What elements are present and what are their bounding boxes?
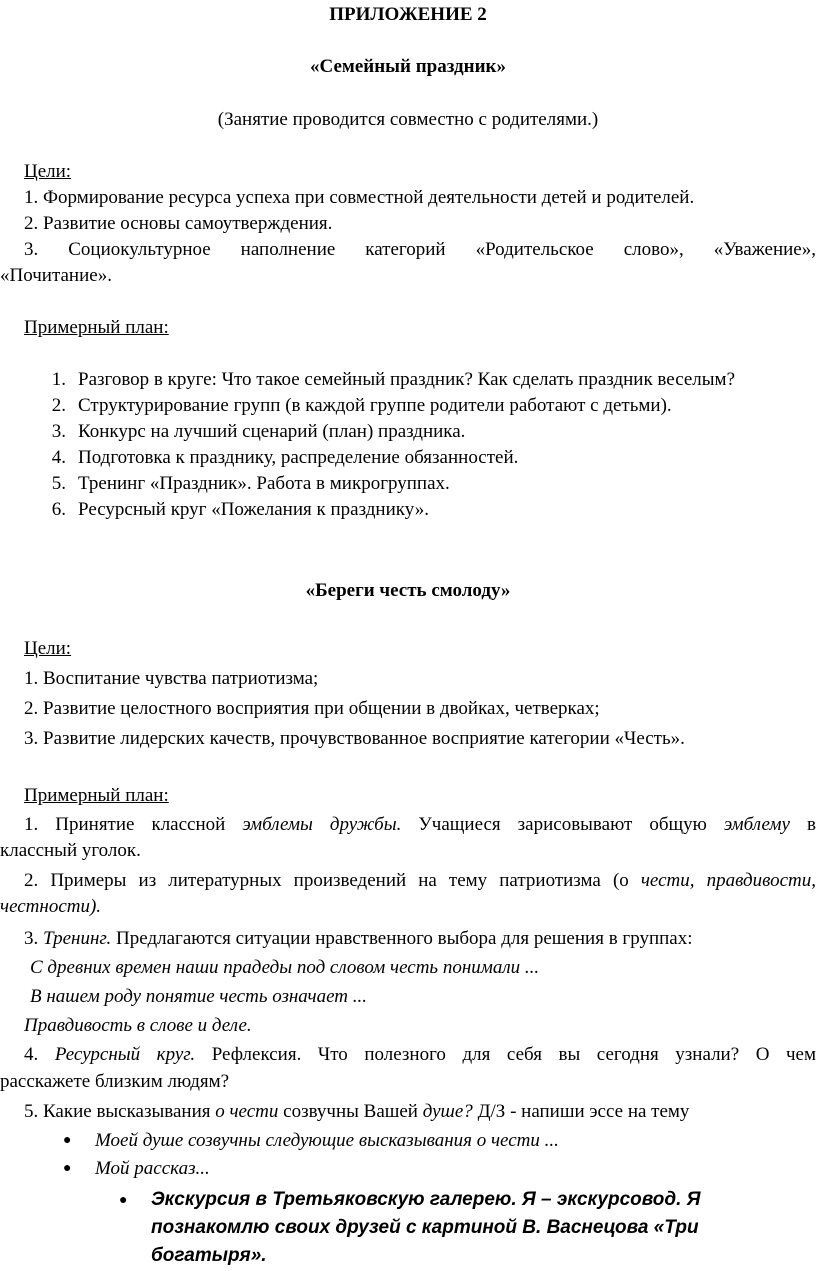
training-situation: Правдивость в слове и деле. xyxy=(24,1015,252,1036)
plan-item-number: 3. xyxy=(51,421,66,442)
training-situation: С древних времен наши прадеды под словом честь понимали ... xyxy=(30,957,540,978)
plan-item-2-continued: честности). xyxy=(0,896,102,917)
plan-text-italic: о чести xyxy=(215,1101,279,1122)
plan-item-number: 5. xyxy=(51,473,66,494)
plan-text: Рефлексия. Что полезного для себя вы сегодня узнали? О чем xyxy=(195,1044,816,1065)
plan-item-5 xyxy=(24,1099,689,1125)
plan-text-italic: эмблему xyxy=(723,814,790,835)
bullet-icon: ● xyxy=(119,1193,128,1208)
section1-goal: 2. Развитие основы самоутверждения. xyxy=(24,213,333,234)
plan-item-number: 6. xyxy=(51,499,66,520)
section1-plan-item xyxy=(28,471,450,497)
section1-plan-heading: Примерный план: xyxy=(24,317,169,338)
plan-item-text: Подготовка к празднику, распределение обязанностей. xyxy=(78,447,519,468)
section2-title: «Береги честь смолоду» xyxy=(305,580,511,601)
section1-plan-item xyxy=(28,393,672,419)
plan-item-text: Структурирование групп (в каждой группе родители работают с детьми). xyxy=(78,395,672,416)
plan-text-italic: душе? xyxy=(422,1101,473,1122)
plan-item-text: Тренинг «Праздник». Работа в микрогруппах. xyxy=(78,473,450,494)
excursion-line: Экскурсия в Третьяковскую галерею. Я – экскурсовод. Я xyxy=(151,1189,701,1210)
plan-item-1-continued: классный уголок. xyxy=(0,840,141,861)
section1-goal: «Почитание». xyxy=(0,265,112,286)
plan-item-2 xyxy=(24,868,816,894)
plan-item-number: 1. xyxy=(51,369,66,390)
section1-goals-heading: Цели: xyxy=(24,161,72,182)
section2-plan-heading: Примерный план: xyxy=(24,785,169,806)
plan-text-italic: Тренинг. xyxy=(43,928,112,949)
section1-goal: 3. Социокультурное наполнение категорий «Родительское слово», «Уважение», xyxy=(24,239,816,260)
section1-title: «Семейный праздник» xyxy=(310,56,506,77)
plan-item-text: Конкурс на лучший сценарий (план) праздника. xyxy=(78,421,466,442)
plan-item-number: 2. xyxy=(51,395,66,416)
plan-item-1 xyxy=(24,812,816,838)
section1-plan-item xyxy=(28,497,429,523)
plan-text-italic: чести, правдивости, xyxy=(640,870,816,891)
plan-text: 3. xyxy=(24,928,43,949)
appendix-title: ПРИЛОЖЕНИЕ 2 xyxy=(329,4,487,25)
plan-text: в xyxy=(789,814,816,835)
section1-plan-item xyxy=(28,419,465,445)
section2-goals-heading: Цели: xyxy=(24,638,72,659)
section2-goal: 1. Воспитание чувства патриотизма; xyxy=(24,668,319,689)
plan-item-4 xyxy=(24,1042,816,1068)
bullet-icon: ● xyxy=(63,1161,72,1176)
plan-text: Учащиеся зарисовывают общую xyxy=(401,814,724,835)
essay-topic: Мой рассказ... xyxy=(95,1158,210,1179)
plan-text: 1. Принятие классной xyxy=(24,814,243,835)
section1-plan-item xyxy=(28,367,735,393)
excursion-line: богатыря». xyxy=(151,1245,267,1266)
section1-note: (Занятие проводится совместно с родителями.) xyxy=(217,109,599,130)
plan-text-italic: эмблемы дружбы. xyxy=(242,814,402,835)
section2-goal: 3. Развитие лидерских качеств, прочувствованное восприятие категории «Честь». xyxy=(24,728,685,749)
plan-item-number: 4. xyxy=(51,447,66,468)
plan-text: 5. Какие высказывания xyxy=(24,1101,216,1122)
section2-goal: 2. Развитие целостного восприятия при общении в двойках, четверках; xyxy=(24,698,600,719)
plan-text: созвучны Вашей xyxy=(278,1101,423,1122)
section1-plan-item xyxy=(28,445,518,471)
essay-topic: Моей душе созвучны следующие высказывания о чести ... xyxy=(95,1130,559,1151)
plan-text: 2. Примеры из литературных произведений на тему патриотизма (о xyxy=(24,870,641,891)
bullet-icon: ● xyxy=(63,1133,72,1148)
plan-text: Предлагаются ситуации нравственного выбора для решения в группах: xyxy=(111,928,693,949)
plan-text-italic: Ресурсный круг. xyxy=(54,1044,196,1065)
plan-item-text: Разговор в круге: Что такое семейный праздник? Как сделать праздник веселым? xyxy=(78,369,736,390)
plan-text: 4. xyxy=(24,1044,55,1065)
excursion-line: познакомлю своих друзей с картиной В. Васнецова «Три xyxy=(151,1217,699,1238)
training-situation: В нашем роду понятие честь означает ... xyxy=(30,986,368,1007)
plan-item-text: Ресурсный круг «Пожелания к празднику». xyxy=(78,499,429,520)
section1-goal: 1. Формирование ресурса успеха при совместной деятельности детей и родителей. xyxy=(24,187,695,208)
plan-text: Д/З - напиши эссе на тему xyxy=(472,1101,690,1122)
plan-item-4-continued: расскажете близким людям? xyxy=(0,1071,230,1092)
plan-item-3 xyxy=(24,926,693,952)
